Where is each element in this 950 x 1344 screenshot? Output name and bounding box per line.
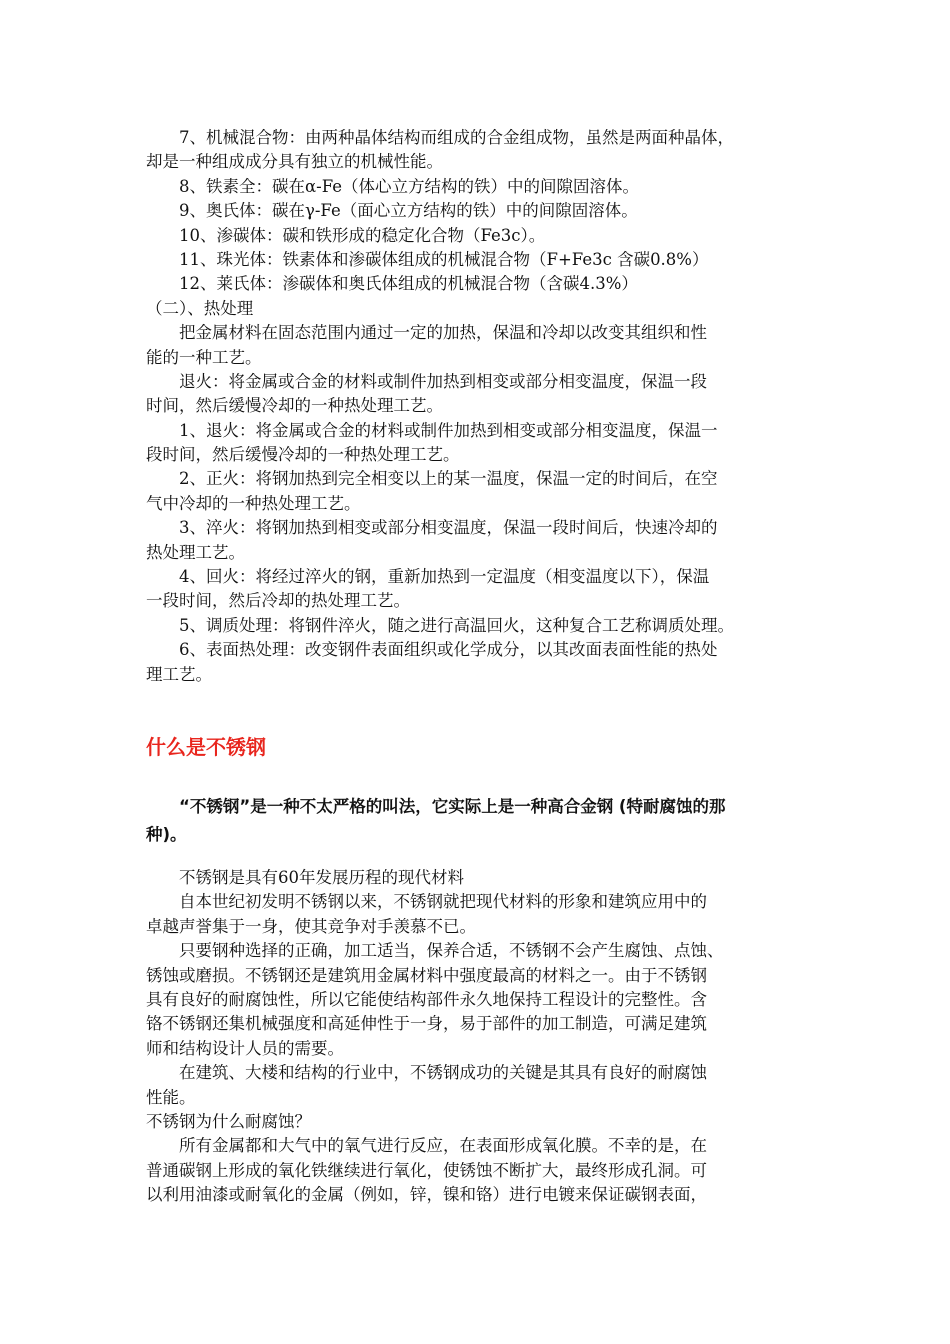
text-line: 只要钢种选择的正确，加工适当，保养合适，不锈钢不会产生腐蚀、点蚀、 <box>179 941 724 961</box>
definition-quote <box>146 793 826 849</box>
text-line: 所有金属都和大气中的氧气进行反应，在表面形成氧化膜。不幸的是，在 <box>179 1136 707 1156</box>
quote-line: “不锈钢”是一种不太严格的叫法，它实际上是一种高合金钢 (特耐腐蚀的那 <box>179 797 726 816</box>
text-line: 性能。 <box>146 1087 196 1107</box>
text-line: 在建筑、大楼和结构的行业中，不锈钢成功的关键是其具有良好的耐腐蚀 <box>179 1063 707 1083</box>
text-line: 3、淬火：将钢加热到相变或部分相变温度，保温一段时间后，快速冷却的 <box>179 518 718 538</box>
text-line: 师和结构设计人员的需要。 <box>146 1038 344 1058</box>
text-line: 1、退火：将金属或合金的材料或制件加热到相变或部分相变温度，保温一 <box>179 420 718 440</box>
text-line: 11、珠光体：铁素体和渗碳体组成的机械混合物（F+Fe3c 含碳0.8%） <box>179 249 709 269</box>
heat-treatment-section <box>146 126 816 687</box>
text-line: 普通碳钢上形成的氧化铁继续进行氧化，使锈蚀不断扩大，最终形成孔洞。可 <box>146 1160 707 1180</box>
text-line: 2、正火：将钢加热到完全相变以上的某一温度，保温一定的时间后，在空 <box>179 469 718 489</box>
text-line: 段时间，然后缓慢冷却的一种热处理工艺。 <box>146 445 460 465</box>
text-line: 5、调质处理：将钢件淬火，随之进行高温回火，这种复合工艺称调质处理。 <box>179 615 734 635</box>
section-subheading: （二）、热处理 <box>146 298 254 318</box>
text-line: 7、机械混合物：由两种晶体结构而组成的合金组成物，虽然是两面种晶体， <box>179 128 734 147</box>
section-subheading: 不锈钢为什么耐腐蚀？ <box>146 1111 311 1131</box>
text-line: 8、铁素全：碳在α-Fe（体心立方结构的铁）中的间隙固溶体。 <box>179 176 640 196</box>
section-title: 什么是不锈钢 <box>146 735 266 759</box>
text-line: 退火：将金属或合金的材料或制件加热到相变或部分相变温度，保温一段 <box>179 371 707 391</box>
text-line: 4、回火：将经过淬火的钢，重新加热到一定温度（相变温度以下），保温 <box>179 567 710 587</box>
text-line: 锈蚀或磨损。不锈钢还是建筑用金属材料中强度最高的材料之一。由于不锈钢 <box>146 965 707 985</box>
text-line: 理工艺。 <box>146 664 212 684</box>
text-line: 能的一种工艺。 <box>146 347 262 367</box>
text-line: 气中冷却的一种热处理工艺。 <box>146 493 361 513</box>
text-line: 热处理工艺。 <box>146 542 245 562</box>
text-line: 把金属材料在固态范围内通过一定的加热，保温和冷却以改变其组织和性 <box>179 323 707 343</box>
text-line: 9、奥氏体：碳在γ-Fe（面心立方结构的铁）中的间隙固溶体。 <box>179 201 638 221</box>
text-line: 6、表面热处理：改变钢件表面组织或化学成分，以其改面表面性能的热处 <box>179 640 718 660</box>
text-line: 不锈钢是具有60年发展历程的现代材料 <box>179 868 464 887</box>
text-line: 以利用油漆或耐氧化的金属（例如，锌，镍和铬）进行电镀来保证碳钢表面， <box>146 1185 707 1205</box>
text-line: 卓越声誉集于一身，使其竞争对手羡慕不已。 <box>146 916 476 936</box>
text-line: 一段时间，然后冷却的热处理工艺。 <box>146 591 410 611</box>
quote-line: 种)。 <box>146 825 187 844</box>
text-line: 12、莱氏体：渗碳体和奥氏体组成的机械混合物（含碳4.3%） <box>179 274 638 294</box>
text-line: 却是一种组成成分具有独立的机械性能。 <box>146 152 443 172</box>
text-line: 铬不锈钢还集机械强度和高延伸性于一身，易于部件的加工制造，可满足建筑 <box>146 1014 707 1034</box>
stainless-steel-section <box>146 866 816 1207</box>
text-line: 时间，然后缓慢冷却的一种热处理工艺。 <box>146 396 443 416</box>
text-line: 10、渗碳体：碳和铁形成的稳定化合物（Fe3c）。 <box>179 225 546 245</box>
text-line: 自本世纪初发明不锈钢以来，不锈钢就把现代材料的形象和建筑应用中的 <box>179 892 707 912</box>
text-line: 具有良好的耐腐蚀性，所以它能使结构部件永久地保持工程设计的完整性。含 <box>146 989 707 1009</box>
